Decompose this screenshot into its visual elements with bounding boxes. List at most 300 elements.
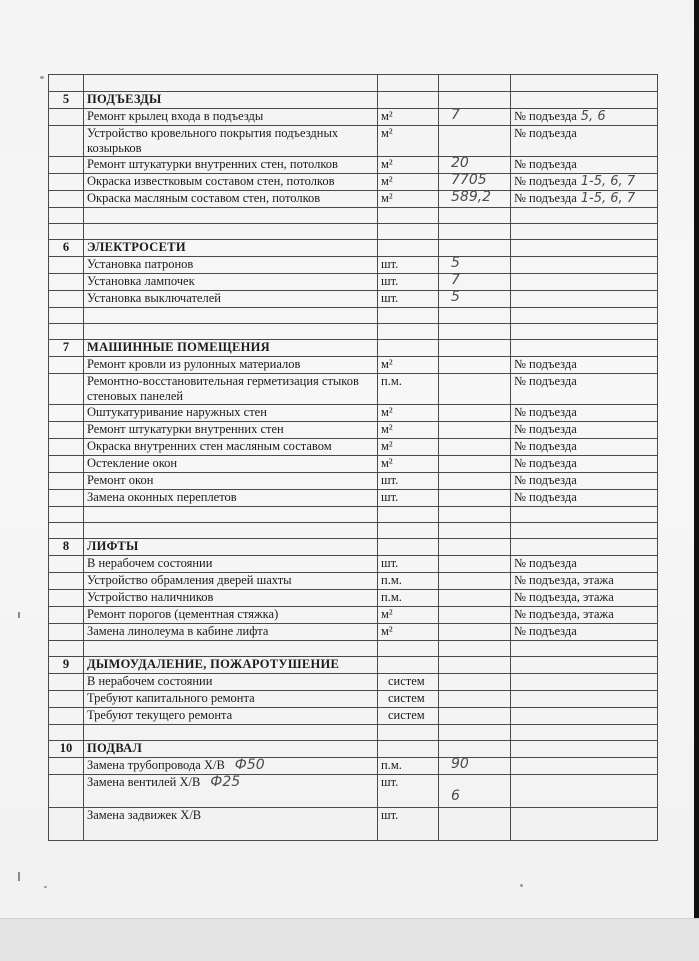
section-number	[49, 657, 84, 674]
work-item-row	[49, 291, 658, 308]
empty-cell	[378, 507, 439, 523]
entrance-note-cell	[511, 374, 658, 405]
empty-cell	[439, 641, 511, 657]
section-header-row	[49, 240, 658, 257]
work-description-text: Ремонт штукатурки внутренних стен	[87, 422, 284, 436]
work-description-text: Ремонт окон	[87, 473, 154, 487]
work-description	[84, 573, 378, 590]
work-description-text: Замена оконных переплетов	[87, 490, 237, 504]
entrance-note-label: № подъезда	[514, 357, 577, 371]
scan-speck	[40, 76, 44, 79]
empty-cell	[439, 507, 511, 523]
empty-cell	[378, 523, 439, 539]
handwritten-quantity: 7	[451, 108, 460, 123]
entrance-note-label: № подъезда	[514, 456, 577, 470]
unit-text: м²	[381, 456, 393, 470]
work-item-row	[49, 357, 658, 374]
row-number-cell	[49, 607, 84, 624]
row-number-cell	[49, 456, 84, 473]
quantity-cell	[439, 473, 511, 490]
work-description	[84, 624, 378, 641]
entrance-note-cell	[511, 257, 658, 274]
quantity-cell	[439, 573, 511, 590]
quantity-cell	[439, 191, 511, 208]
unit-text: систем	[388, 708, 425, 722]
quantity-cell	[439, 691, 511, 708]
work-description	[84, 191, 378, 208]
unit-text: п.м.	[381, 590, 402, 604]
unit-cell	[378, 439, 439, 456]
unit-cell	[378, 808, 439, 841]
row-number-cell	[49, 624, 84, 641]
unit-cell	[378, 109, 439, 126]
work-description	[84, 439, 378, 456]
section-title	[84, 657, 378, 674]
quantity-cell	[439, 405, 511, 422]
work-description	[84, 291, 378, 308]
empty-cell	[378, 741, 439, 758]
section-title	[84, 92, 378, 109]
work-description	[84, 405, 378, 422]
quantity-cell	[439, 775, 511, 808]
quantity-cell	[439, 174, 511, 191]
entrance-note-cell	[511, 439, 658, 456]
unit-cell	[378, 405, 439, 422]
empty-cell	[511, 725, 658, 741]
unit-text: систем	[388, 691, 425, 705]
work-item-row	[49, 109, 658, 126]
work-item-row	[49, 405, 658, 422]
unit-cell	[378, 374, 439, 405]
unit-text: шт.	[381, 808, 399, 822]
row-number-cell	[49, 473, 84, 490]
quantity-cell	[439, 674, 511, 691]
handwritten-quantity: 5	[451, 290, 460, 305]
empty-cell	[439, 308, 511, 324]
work-item-row	[49, 191, 658, 208]
empty-cell	[511, 741, 658, 758]
handwritten-quantity: 5	[451, 256, 460, 271]
quantity-cell	[439, 374, 511, 405]
quantity-cell	[439, 490, 511, 507]
row-number-cell	[49, 556, 84, 573]
unit-cell	[378, 490, 439, 507]
unit-cell	[378, 691, 439, 708]
empty-cell	[511, 224, 658, 240]
work-item-row	[49, 775, 658, 808]
work-item-row	[49, 758, 658, 775]
empty-row	[49, 324, 658, 340]
unit-cell	[378, 573, 439, 590]
entrance-note-cell	[511, 422, 658, 439]
empty-cell	[84, 308, 378, 324]
work-description-text: Устройство кровельного покрытия подъездных козырьков	[87, 126, 339, 155]
scan-edge-bottom	[0, 918, 699, 961]
entrance-note-label: № подъезда	[514, 405, 577, 419]
empty-cell	[511, 507, 658, 523]
work-item-row	[49, 422, 658, 439]
handwritten-diameter: Ф25	[210, 774, 241, 790]
empty-row	[49, 208, 658, 224]
empty-cell	[378, 308, 439, 324]
entrance-note-cell	[511, 691, 658, 708]
work-description-text: Ремонт порогов (цементная стяжка)	[87, 607, 279, 621]
work-description	[84, 456, 378, 473]
unit-text: м²	[381, 174, 393, 188]
empty-cell	[378, 340, 439, 357]
entrance-note-cell	[511, 174, 658, 191]
empty-cell	[511, 340, 658, 357]
work-item-row	[49, 374, 658, 405]
unit-text: м²	[381, 405, 393, 419]
row-number-cell	[49, 174, 84, 191]
section-title	[84, 741, 378, 758]
handwritten-quantity: 6	[451, 788, 460, 804]
repair-works-table	[48, 74, 658, 841]
row-number-cell	[49, 808, 84, 841]
entrance-note-label: № подъезда	[514, 109, 577, 123]
work-description	[84, 109, 378, 126]
section-header-row	[49, 539, 658, 556]
work-description	[84, 157, 378, 174]
work-description	[84, 274, 378, 291]
handwritten-quantity: 589,2	[451, 190, 492, 205]
work-description-text: Устройство наличников	[87, 590, 214, 604]
work-description-text: В нерабочем состоянии	[87, 556, 213, 570]
empty-cell	[49, 507, 84, 523]
entrance-note-cell	[511, 808, 658, 841]
empty-cell	[49, 208, 84, 224]
quantity-cell	[439, 274, 511, 291]
quantity-cell	[439, 422, 511, 439]
row-number-cell	[49, 357, 84, 374]
work-description	[84, 126, 378, 157]
entrance-note-label: № подъезда, этажа	[514, 590, 614, 604]
section-number	[49, 340, 84, 357]
entrance-note-cell	[511, 607, 658, 624]
section-title-text: ЭЛЕКТРОСЕТИ	[87, 240, 186, 254]
unit-cell	[378, 274, 439, 291]
empty-cell	[511, 539, 658, 556]
empty-cell	[49, 308, 84, 324]
empty-cell	[378, 725, 439, 741]
row-number-cell	[49, 374, 84, 405]
quantity-cell	[439, 556, 511, 573]
entrance-note-label: № подъезда	[514, 490, 577, 504]
entrance-note-cell	[511, 274, 658, 291]
work-description-text: Окраска известковым составом стен, потолков	[87, 174, 335, 188]
quantity-cell	[439, 291, 511, 308]
unit-cell	[378, 257, 439, 274]
work-item-row	[49, 274, 658, 291]
unit-cell	[378, 456, 439, 473]
section-number-text: 10	[59, 741, 73, 755]
empty-cell	[511, 657, 658, 674]
section-title-text: ПОДЪЕЗДЫ	[87, 92, 162, 106]
row-number-cell	[49, 274, 84, 291]
section-number	[49, 539, 84, 556]
section-number-text: 5	[62, 92, 70, 106]
work-description	[84, 758, 378, 775]
unit-text: м²	[381, 191, 393, 205]
unit-text: шт.	[381, 274, 399, 288]
empty-cell	[511, 92, 658, 109]
entrance-note-label: № подъезда, этажа	[514, 607, 614, 621]
work-description	[84, 257, 378, 274]
work-description	[84, 808, 378, 841]
unit-text: м²	[381, 422, 393, 436]
empty-row	[49, 308, 658, 324]
unit-text: шт.	[381, 490, 399, 504]
section-number	[49, 240, 84, 257]
scan-mark	[18, 612, 20, 618]
work-description	[84, 422, 378, 439]
work-description	[84, 691, 378, 708]
section-title-text: МАШИННЫЕ ПОМЕЩЕНИЯ	[87, 340, 270, 354]
entrance-note-label: № подъезда	[514, 157, 577, 171]
work-description	[84, 775, 378, 808]
handwritten-quantity: 20	[451, 156, 469, 171]
work-description-text: Оштукатуривание наружных стен	[87, 405, 267, 419]
work-description	[84, 674, 378, 691]
section-number	[49, 741, 84, 758]
work-item-row	[49, 573, 658, 590]
entrance-note-cell	[511, 758, 658, 775]
empty-row	[49, 725, 658, 741]
entrance-note-label: № подъезда	[514, 374, 577, 388]
row-number-cell	[49, 405, 84, 422]
section-header-row	[49, 340, 658, 357]
quantity-cell	[439, 126, 511, 157]
entrance-note-cell	[511, 473, 658, 490]
empty-cell	[84, 224, 378, 240]
entrance-note-label: № подъезда	[514, 439, 577, 453]
empty-cell	[511, 240, 658, 257]
row-number-cell	[49, 490, 84, 507]
row-number-cell	[49, 191, 84, 208]
empty-cell	[511, 324, 658, 340]
empty-cell	[49, 324, 84, 340]
handwritten-quantity: 7705	[451, 173, 487, 188]
row-number-cell	[49, 758, 84, 775]
quantity-cell	[439, 439, 511, 456]
empty-cell	[439, 657, 511, 674]
entrance-note-cell	[511, 109, 658, 126]
quantity-cell	[439, 758, 511, 775]
quantity-cell	[439, 456, 511, 473]
unit-text: м²	[381, 439, 393, 453]
empty-cell	[84, 208, 378, 224]
work-description	[84, 556, 378, 573]
entrance-note-cell	[511, 456, 658, 473]
empty-cell	[378, 539, 439, 556]
empty-cell	[439, 539, 511, 556]
unit-cell	[378, 775, 439, 808]
work-item-row	[49, 708, 658, 725]
empty-cell	[378, 240, 439, 257]
entrance-note-cell	[511, 405, 658, 422]
work-description	[84, 374, 378, 405]
handwritten-entrance-numbers: 5, 6	[580, 109, 606, 124]
unit-cell	[378, 708, 439, 725]
unit-text: шт.	[381, 291, 399, 305]
empty-cell	[439, 240, 511, 257]
unit-cell	[378, 758, 439, 775]
row-number-cell	[49, 775, 84, 808]
unit-cell	[378, 556, 439, 573]
entrance-note-label: № подъезда	[514, 624, 577, 638]
empty-cell	[511, 523, 658, 539]
scan-edge-right	[694, 0, 699, 960]
scan-speck	[520, 884, 523, 887]
unit-text: м²	[381, 126, 393, 140]
entrance-note-cell	[511, 191, 658, 208]
work-item-row	[49, 174, 658, 191]
section-header-row	[49, 741, 658, 758]
unit-cell	[378, 157, 439, 174]
empty-cell	[378, 224, 439, 240]
unit-cell	[378, 590, 439, 607]
work-description	[84, 473, 378, 490]
handwritten-entrance-numbers: 1-5, 6, 7	[580, 174, 636, 189]
entrance-note-cell	[511, 490, 658, 507]
section-number	[49, 92, 84, 109]
empty-cell	[378, 75, 439, 92]
empty-cell	[49, 75, 84, 92]
empty-cell	[439, 523, 511, 539]
work-description-text: Установка выключателей	[87, 291, 221, 305]
quantity-cell	[439, 157, 511, 174]
unit-cell	[378, 624, 439, 641]
unit-text: п.м.	[381, 758, 402, 772]
empty-cell	[511, 75, 658, 92]
unit-text: м²	[381, 357, 393, 371]
handwritten-quantity: 90	[451, 757, 469, 772]
work-description	[84, 174, 378, 191]
work-description-text: Ремонт штукатурки внутренних стен, потолков	[87, 157, 338, 171]
empty-cell	[84, 641, 378, 657]
unit-text: шт.	[381, 257, 399, 271]
empty-cell	[511, 208, 658, 224]
work-description	[84, 357, 378, 374]
entrance-note-label: № подъезда	[514, 556, 577, 570]
quantity-cell	[439, 624, 511, 641]
unit-text: п.м.	[381, 374, 402, 388]
row-number-cell	[49, 674, 84, 691]
row-number-cell	[49, 157, 84, 174]
work-description-text: Замена задвижек Х/В	[87, 808, 202, 822]
row-number-cell	[49, 291, 84, 308]
row-number-cell	[49, 126, 84, 157]
empty-row	[49, 523, 658, 539]
work-item-row	[49, 456, 658, 473]
unit-text: систем	[388, 674, 425, 688]
empty-cell	[439, 324, 511, 340]
work-description-text: Требуют капитального ремонта	[87, 691, 255, 705]
entrance-note-cell	[511, 157, 658, 174]
work-description	[84, 590, 378, 607]
work-item-row	[49, 439, 658, 456]
empty-cell	[378, 324, 439, 340]
unit-cell	[378, 291, 439, 308]
empty-cell	[49, 523, 84, 539]
section-number-text: 7	[62, 340, 70, 354]
entrance-note-cell	[511, 708, 658, 725]
unit-cell	[378, 422, 439, 439]
unit-text: м²	[381, 624, 393, 638]
scan-speck	[44, 886, 47, 888]
work-description-text: В нерабочем состоянии	[87, 674, 213, 688]
empty-cell	[378, 208, 439, 224]
work-item-row	[49, 257, 658, 274]
quantity-cell	[439, 590, 511, 607]
entrance-note-cell	[511, 775, 658, 808]
empty-cell	[439, 208, 511, 224]
work-description-text: Требуют текущего ремонта	[87, 708, 233, 722]
quantity-cell	[439, 257, 511, 274]
work-description	[84, 607, 378, 624]
unit-cell	[378, 191, 439, 208]
work-description-text: Ремонт кровли из рулонных материалов	[87, 357, 301, 371]
entrance-note-label: № подъезда, этажа	[514, 573, 614, 587]
unit-text: м²	[381, 157, 393, 171]
work-item-row	[49, 157, 658, 174]
entrance-note-label: № подъезда	[514, 473, 577, 487]
work-description-text: Ремонтно-восстановительная герметизация стыков стеновых панелей	[87, 374, 359, 403]
unit-cell	[378, 174, 439, 191]
empty-row	[49, 641, 658, 657]
section-header-row	[49, 92, 658, 109]
work-description-text: Устройство обрамления дверей шахты	[87, 573, 292, 587]
entrance-note-label: № подъезда	[514, 126, 577, 140]
handwritten-entrance-numbers: 1-5, 6, 7	[580, 191, 636, 206]
work-description-text: Окраска масляным составом стен, потолков	[87, 191, 321, 205]
work-item-row	[49, 808, 658, 841]
entrance-note-cell	[511, 674, 658, 691]
empty-cell	[84, 507, 378, 523]
section-number-text: 6	[62, 240, 70, 254]
unit-text: шт.	[381, 556, 399, 570]
section-title	[84, 240, 378, 257]
handwritten-diameter: Ф50	[234, 757, 265, 773]
quantity-cell	[439, 607, 511, 624]
entrance-note-label: № подъезда	[514, 422, 577, 436]
empty-cell	[511, 641, 658, 657]
work-item-row	[49, 473, 658, 490]
work-item-row	[49, 490, 658, 507]
unit-text: шт.	[381, 473, 399, 487]
entrance-note-cell	[511, 357, 658, 374]
entrance-note-cell	[511, 556, 658, 573]
row-number-cell	[49, 439, 84, 456]
unit-text: м²	[381, 109, 393, 123]
empty-cell	[84, 523, 378, 539]
section-title	[84, 340, 378, 357]
work-description-text: Замена вентилей Х/В	[87, 775, 201, 789]
section-title-text: ПОДВАЛ	[87, 741, 143, 755]
unit-text: м²	[381, 607, 393, 621]
empty-cell	[84, 75, 378, 92]
empty-cell	[378, 641, 439, 657]
work-item-row	[49, 691, 658, 708]
empty-cell	[511, 308, 658, 324]
empty-cell	[439, 224, 511, 240]
work-description	[84, 490, 378, 507]
quantity-cell	[439, 808, 511, 841]
work-description	[84, 708, 378, 725]
empty-cell	[49, 224, 84, 240]
section-title	[84, 539, 378, 556]
